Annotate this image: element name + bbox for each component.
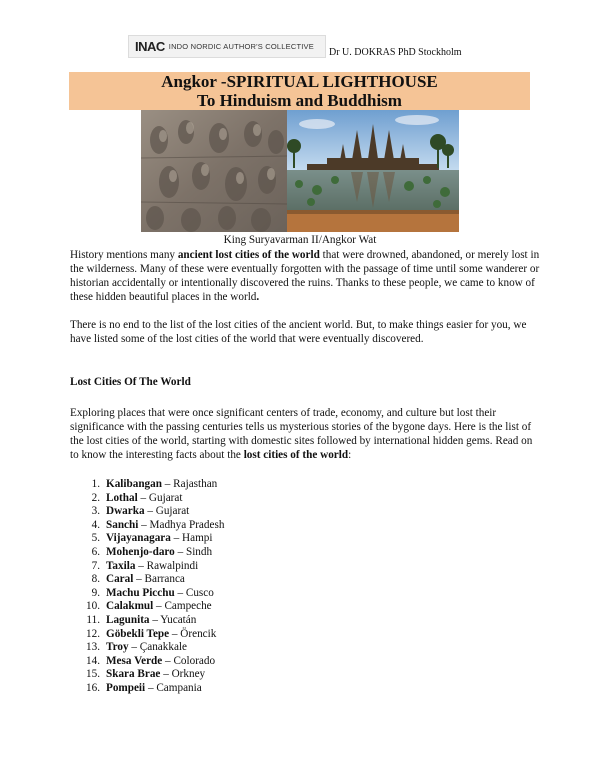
city-name: Troy (106, 641, 129, 654)
list-item-text (106, 573, 185, 587)
city-place: – Örencik (171, 627, 217, 640)
list-item (70, 532, 224, 546)
list-item (70, 600, 224, 614)
author-name: Dr U. DOKRAS PhD Stockholm (329, 47, 462, 58)
second-paragraph: There is no end to the list of the lost cities of the ancient world. But, to make things easier for you, we have listed some of the lost cities of the world that were eventually discovered. (70, 319, 527, 345)
list-item-number: 2. (91, 491, 100, 504)
list-item-text (106, 641, 187, 655)
section-heading: Lost Cities Of The World (70, 376, 191, 388)
image-caption: King Suryavarman II/Angkor Wat (223, 234, 377, 246)
angkor-wat-image (287, 110, 459, 232)
list-item-number: 3. (91, 505, 100, 518)
list-item (70, 668, 224, 682)
city-name: Sanchi (106, 518, 139, 531)
city-place: – Campania (147, 681, 202, 694)
emphasis-text: ancient lost cities of the world (177, 249, 320, 261)
intro-paragraph: History mentions many ancient lost cities of the world that were drowned, abandoned, or merely lost in the wilderness. Many of these were eventually forgotten with the passage of time until some wanderer or historian accidentally or intentionally discovered the ruins. Thanks to these people, we came to know of these hidden beautiful places in the world. (70, 249, 540, 303)
list-item-text (106, 668, 205, 682)
list-item-text (106, 682, 202, 696)
title-line-1: Angkor -SPIRITUAL LIGHTHOUSE (161, 72, 438, 91)
city-name: Pompeii (106, 681, 146, 694)
list-item-number: 8. (91, 573, 100, 586)
list-item-text (106, 628, 216, 642)
city-name: Caral (106, 573, 134, 586)
city-name: Lagunita (106, 613, 150, 626)
city-name: Calakmul (106, 600, 154, 613)
list-item-text (106, 600, 212, 614)
list-item-number: 5. (91, 532, 100, 545)
city-place: – Gujarat (147, 505, 190, 518)
city-name: Skara Brae (106, 668, 161, 681)
city-name: Vijayanagara (106, 532, 171, 545)
list-item-number: 4. (91, 518, 100, 531)
list-item-text (106, 492, 182, 506)
title-line-2: To Hinduism and Buddhism (197, 91, 402, 110)
lost-cities-list (70, 478, 224, 696)
list-item (70, 587, 224, 601)
bas-relief-image (141, 110, 287, 232)
list-item-number: 14. (86, 654, 100, 667)
list-item (70, 573, 224, 587)
list-item-number: 15. (86, 668, 100, 681)
list-item (70, 505, 224, 519)
third-paragraph: Exploring places that were once significant centers of trade, economy, and culture but lost their significance with the passing centuries tells us mysterious stories of the bygone days. Here is the list of the lost cities of the world, starting with domestic sites followed by international hidden gems. Read on to know the interesting facts about the lost cities of the world: (70, 407, 533, 461)
city-name: Kalibangan (106, 478, 162, 490)
list-item (70, 478, 224, 492)
city-name: Machu Picchu (106, 586, 175, 599)
list-item-number: 12. (86, 627, 100, 640)
list-item-text (106, 614, 196, 628)
city-place: – Barranca (136, 573, 185, 586)
city-place: – Orkney (163, 668, 206, 681)
list-item-text (106, 560, 198, 574)
city-place: – Hampi (173, 532, 213, 545)
list-item-text (106, 532, 212, 546)
city-place: – Rajasthan (164, 478, 218, 490)
city-name: Mohenjo-daro (106, 545, 175, 558)
list-item-text (106, 587, 214, 601)
city-name: Dwarka (106, 505, 145, 518)
city-name: Göbekli Tepe (106, 627, 170, 640)
list-item-text (106, 655, 215, 669)
list-item (70, 492, 224, 506)
list-item-text (106, 478, 217, 492)
list-item (70, 560, 224, 574)
list-item-number: 11. (86, 613, 100, 626)
list-item-number: 7. (91, 559, 100, 572)
header-images (141, 110, 459, 232)
city-place: – Gujarat (140, 491, 183, 504)
list-item (70, 628, 224, 642)
city-place: – Yucatán (152, 613, 197, 626)
city-place: – Campeche (156, 600, 212, 613)
list-item-text (106, 505, 189, 519)
city-place: – Çanakkale (131, 641, 187, 654)
title-banner (69, 72, 530, 110)
list-item (70, 614, 224, 628)
city-place: – Rawalpindi (138, 559, 199, 572)
list-item-text (106, 519, 224, 533)
city-place: – Cusco (177, 586, 214, 599)
list-item-number: 1. (91, 478, 100, 490)
city-place: – Colorado (165, 654, 216, 667)
city-place: – Madhya Pradesh (141, 518, 225, 531)
city-name: Taxila (106, 559, 136, 572)
list-item (70, 519, 224, 533)
list-item (70, 546, 224, 560)
city-name: Lothal (106, 491, 138, 504)
list-item-number: 6. (91, 545, 100, 558)
logo-mark: INAC (135, 39, 165, 54)
list-item-number: 13. (86, 641, 100, 654)
list-item-number: 16. (86, 681, 100, 694)
list-item-number: 10. (86, 600, 100, 613)
list-item-number: 9. (91, 586, 100, 599)
city-place: – Sindh (177, 545, 213, 558)
city-name: Mesa Verde (106, 654, 163, 667)
list-item (70, 641, 224, 655)
list-item-text (106, 546, 212, 560)
list-item (70, 655, 224, 669)
emphasis-text: lost cities of the world (243, 449, 349, 461)
publisher-logo (128, 35, 326, 58)
logo-text: INDO NORDIC AUTHOR'S COLLECTIVE (168, 42, 314, 51)
list-item (70, 682, 224, 696)
